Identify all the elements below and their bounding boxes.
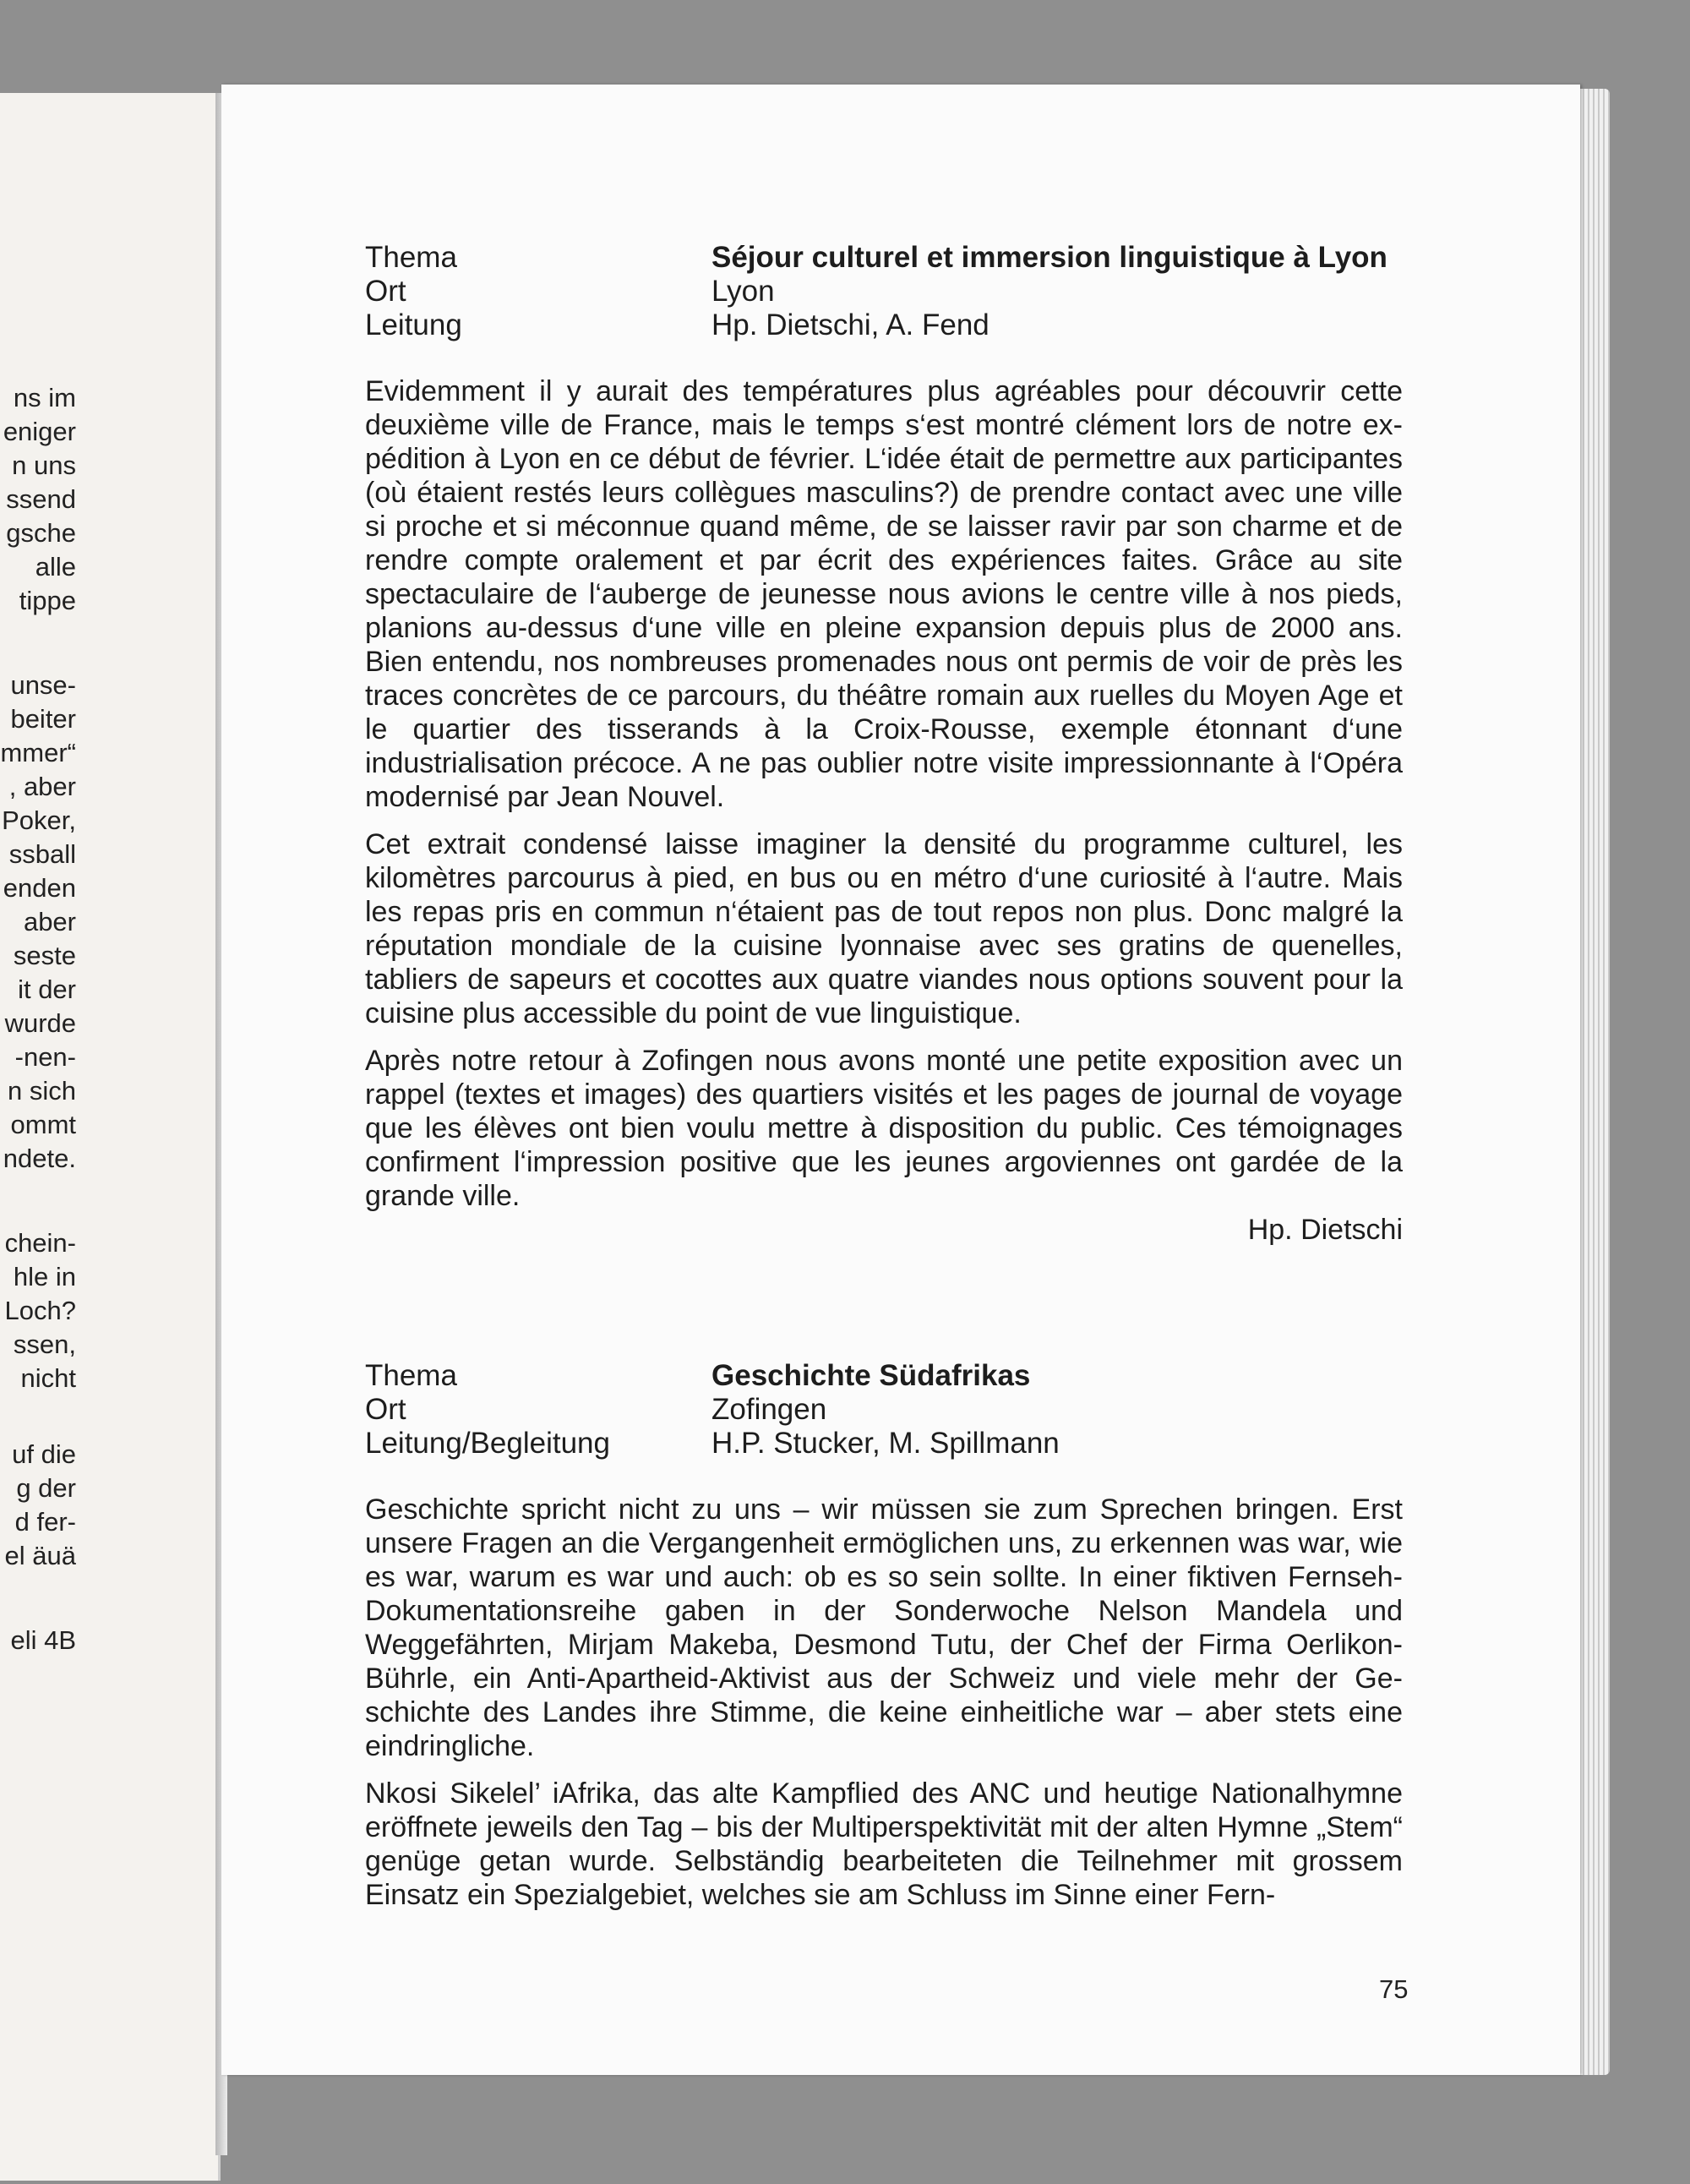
left-text-fragment: ssend: [6, 484, 76, 514]
paragraph: Nkosi Sikelel’ iAfrika, das alte Kampflied des ANC und heutige Nationalhymne eröffnete jeweils den Tag – bis der Multiperspektivität mit der alten Hymne „Stem“ genüge getan wurde. Selbständig bearbeiteten die Teilnehmer mit grossem Einsatz ein Spezialgebiet, welches sie am Schluss im Sinne einer Fern-: [365, 1777, 1403, 1911]
section-meta: [365, 241, 1403, 342]
left-text-fragment: alle: [35, 552, 76, 581]
right-page: [221, 85, 1580, 2075]
left-text-fragment: ssen,: [13, 1330, 76, 1359]
leitung-value: H.P. Stucker, M. Spillmann: [711, 1427, 1060, 1460]
left-text-fragment: it der: [18, 975, 76, 1004]
left-text-fragment: wurde: [4, 1008, 76, 1038]
left-text-fragment: beiter: [10, 704, 76, 734]
left-text-fragment: mmer“: [0, 738, 76, 767]
section-lyon: [365, 241, 1403, 1247]
left-text-fragment: uf die: [12, 1439, 76, 1469]
ort-value: Lyon: [711, 275, 775, 308]
thema-label: Thema: [365, 1359, 457, 1392]
left-text-fragment: gsche: [6, 518, 76, 548]
left-text-fragment: enden: [3, 873, 76, 903]
left-text-fragment: ndete.: [3, 1144, 76, 1173]
paragraph: Evidemment il y aurait des températures plus agréables pour découvrir cette deuxième ville de France, mais le temps s‘est montré clément lors de notre expédition à Lyon en ce début de février. L‘idée était de permettre aux participantes (où étaient restés leurs collègues masculins?) de prendre contact avec une ville si proche et si méconnue quand même, de se laisser ravir par son charme et de rendre compte oralement et par écrit des expériences faites. Grâce au site spectaculaire de l‘auberge de jeunesse nous avions le centre ville à nos pieds, planions au-dessus d‘une ville en pleine expansion depuis plus de 2000 ans. Bien entendu, nos nombreuses promenades nous ont permis de voir de près les traces concrètes de ce parcours, du théâtre romain aux ruelles du Moyen Age et le quartier des tisserands à la Croix-Rousse, exemple étonnant d‘une industrialisation précoce. A ne pas oublier notre visite impressionnante à l‘Opéra modernisé par Jean Nouvel.: [365, 375, 1403, 813]
left-text-fragment: eniger: [3, 417, 76, 446]
paragraph: Cet extrait condensé laisse imaginer la densité du programme culturel, les kilomètres parcourus à pied, en bus ou en métro d‘une curiosité à l‘autre. Mais les repas pris en commun n‘étaient pas de tout repos non plus. Donc malgré la réputation mondiale de la cuisine lyonnaise avec ses gratins de quenelles, tabliers de sapeurs et cocottes aux quatre viandes nous options souvent pour la cuisine plus accessible du point de vue linguistique.: [365, 828, 1403, 1029]
left-text-fragment: g der: [16, 1473, 76, 1503]
left-text-fragment: unse-: [10, 670, 76, 700]
author-signature: Hp. Dietschi: [1247, 1214, 1403, 1246]
left-text-fragment: hle in: [13, 1262, 76, 1291]
left-text-fragment: seste: [13, 941, 76, 970]
leitung-value: Hp. Dietschi, A. Fend: [711, 308, 989, 341]
left-text-fragment: n uns: [12, 450, 76, 480]
page-number: 75: [1379, 1974, 1409, 2004]
section-meta: [365, 1359, 1403, 1461]
section-title: Geschichte Südafrikas: [711, 1359, 1031, 1392]
section-title: Séjour culturel et immersion linguistique à Lyon: [711, 241, 1387, 274]
left-text-fragment: ommt: [10, 1110, 76, 1139]
ort-label: Ort: [365, 1393, 406, 1426]
left-text-fragment: el äuä: [4, 1541, 76, 1570]
left-text-fragment: Loch?: [4, 1296, 76, 1325]
leitung-label: Leitung/Begleitung: [365, 1427, 610, 1460]
ort-label: Ort: [365, 275, 406, 308]
paragraph: Geschichte spricht nicht zu uns – wir müssen sie zum Sprechen bringen. Erst unsere Fragen an die Vergangenheit ermöglichen uns, zu erkennen was war, wie es war, warum es war und auch: ob es so sein sollte. In einer fiktiven Fernseh-Dokumentationsreihe gaben in der Sonderwoche Nelson Mandela und Weggefährten, Mirjam Makeba, Desmond Tutu, der Chef der Firma Oerlikon-Bührle, ein Anti-Apartheid-Aktivist aus der Schweiz und viele mehr der Geschichte des Landes ihre Stimme, die keine einheitliche war – aber stets eine eindringliche.: [365, 1493, 1403, 1762]
left-text-fragment: , aber: [8, 772, 76, 801]
left-text-fragment: n sich: [8, 1076, 76, 1106]
left-text-fragment: chein-: [4, 1228, 76, 1258]
left-text-fragment: ssball: [8, 839, 76, 869]
left-text-fragment: aber: [23, 907, 76, 936]
left-text-fragment: d fer-: [14, 1507, 76, 1537]
left-page: [0, 93, 221, 2181]
ort-value: Zofingen: [711, 1393, 827, 1426]
section-suedafrika: [365, 1359, 1403, 1912]
left-text-fragment: eli 4B: [10, 1625, 76, 1655]
left-text-fragment: ns im: [13, 383, 76, 412]
thema-label: Thema: [365, 241, 457, 274]
left-text-fragment: tippe: [19, 586, 76, 615]
left-text-fragment: Poker,: [2, 805, 76, 835]
leitung-label: Leitung: [365, 308, 462, 341]
left-text-fragment: -nen-: [14, 1042, 76, 1072]
left-text-fragment: nicht: [20, 1363, 76, 1393]
paragraph: Après notre retour à Zofingen nous avons monté une petite exposition avec un rappel (textes et images) des quartiers visités et les pages de journal de voyage que les élèves ont bien voulu mettre à disposition du public. Ces témoignages confirment l‘impression positive que les jeunes argoviennes ont gardée de la grande ville.: [365, 1045, 1403, 1212]
